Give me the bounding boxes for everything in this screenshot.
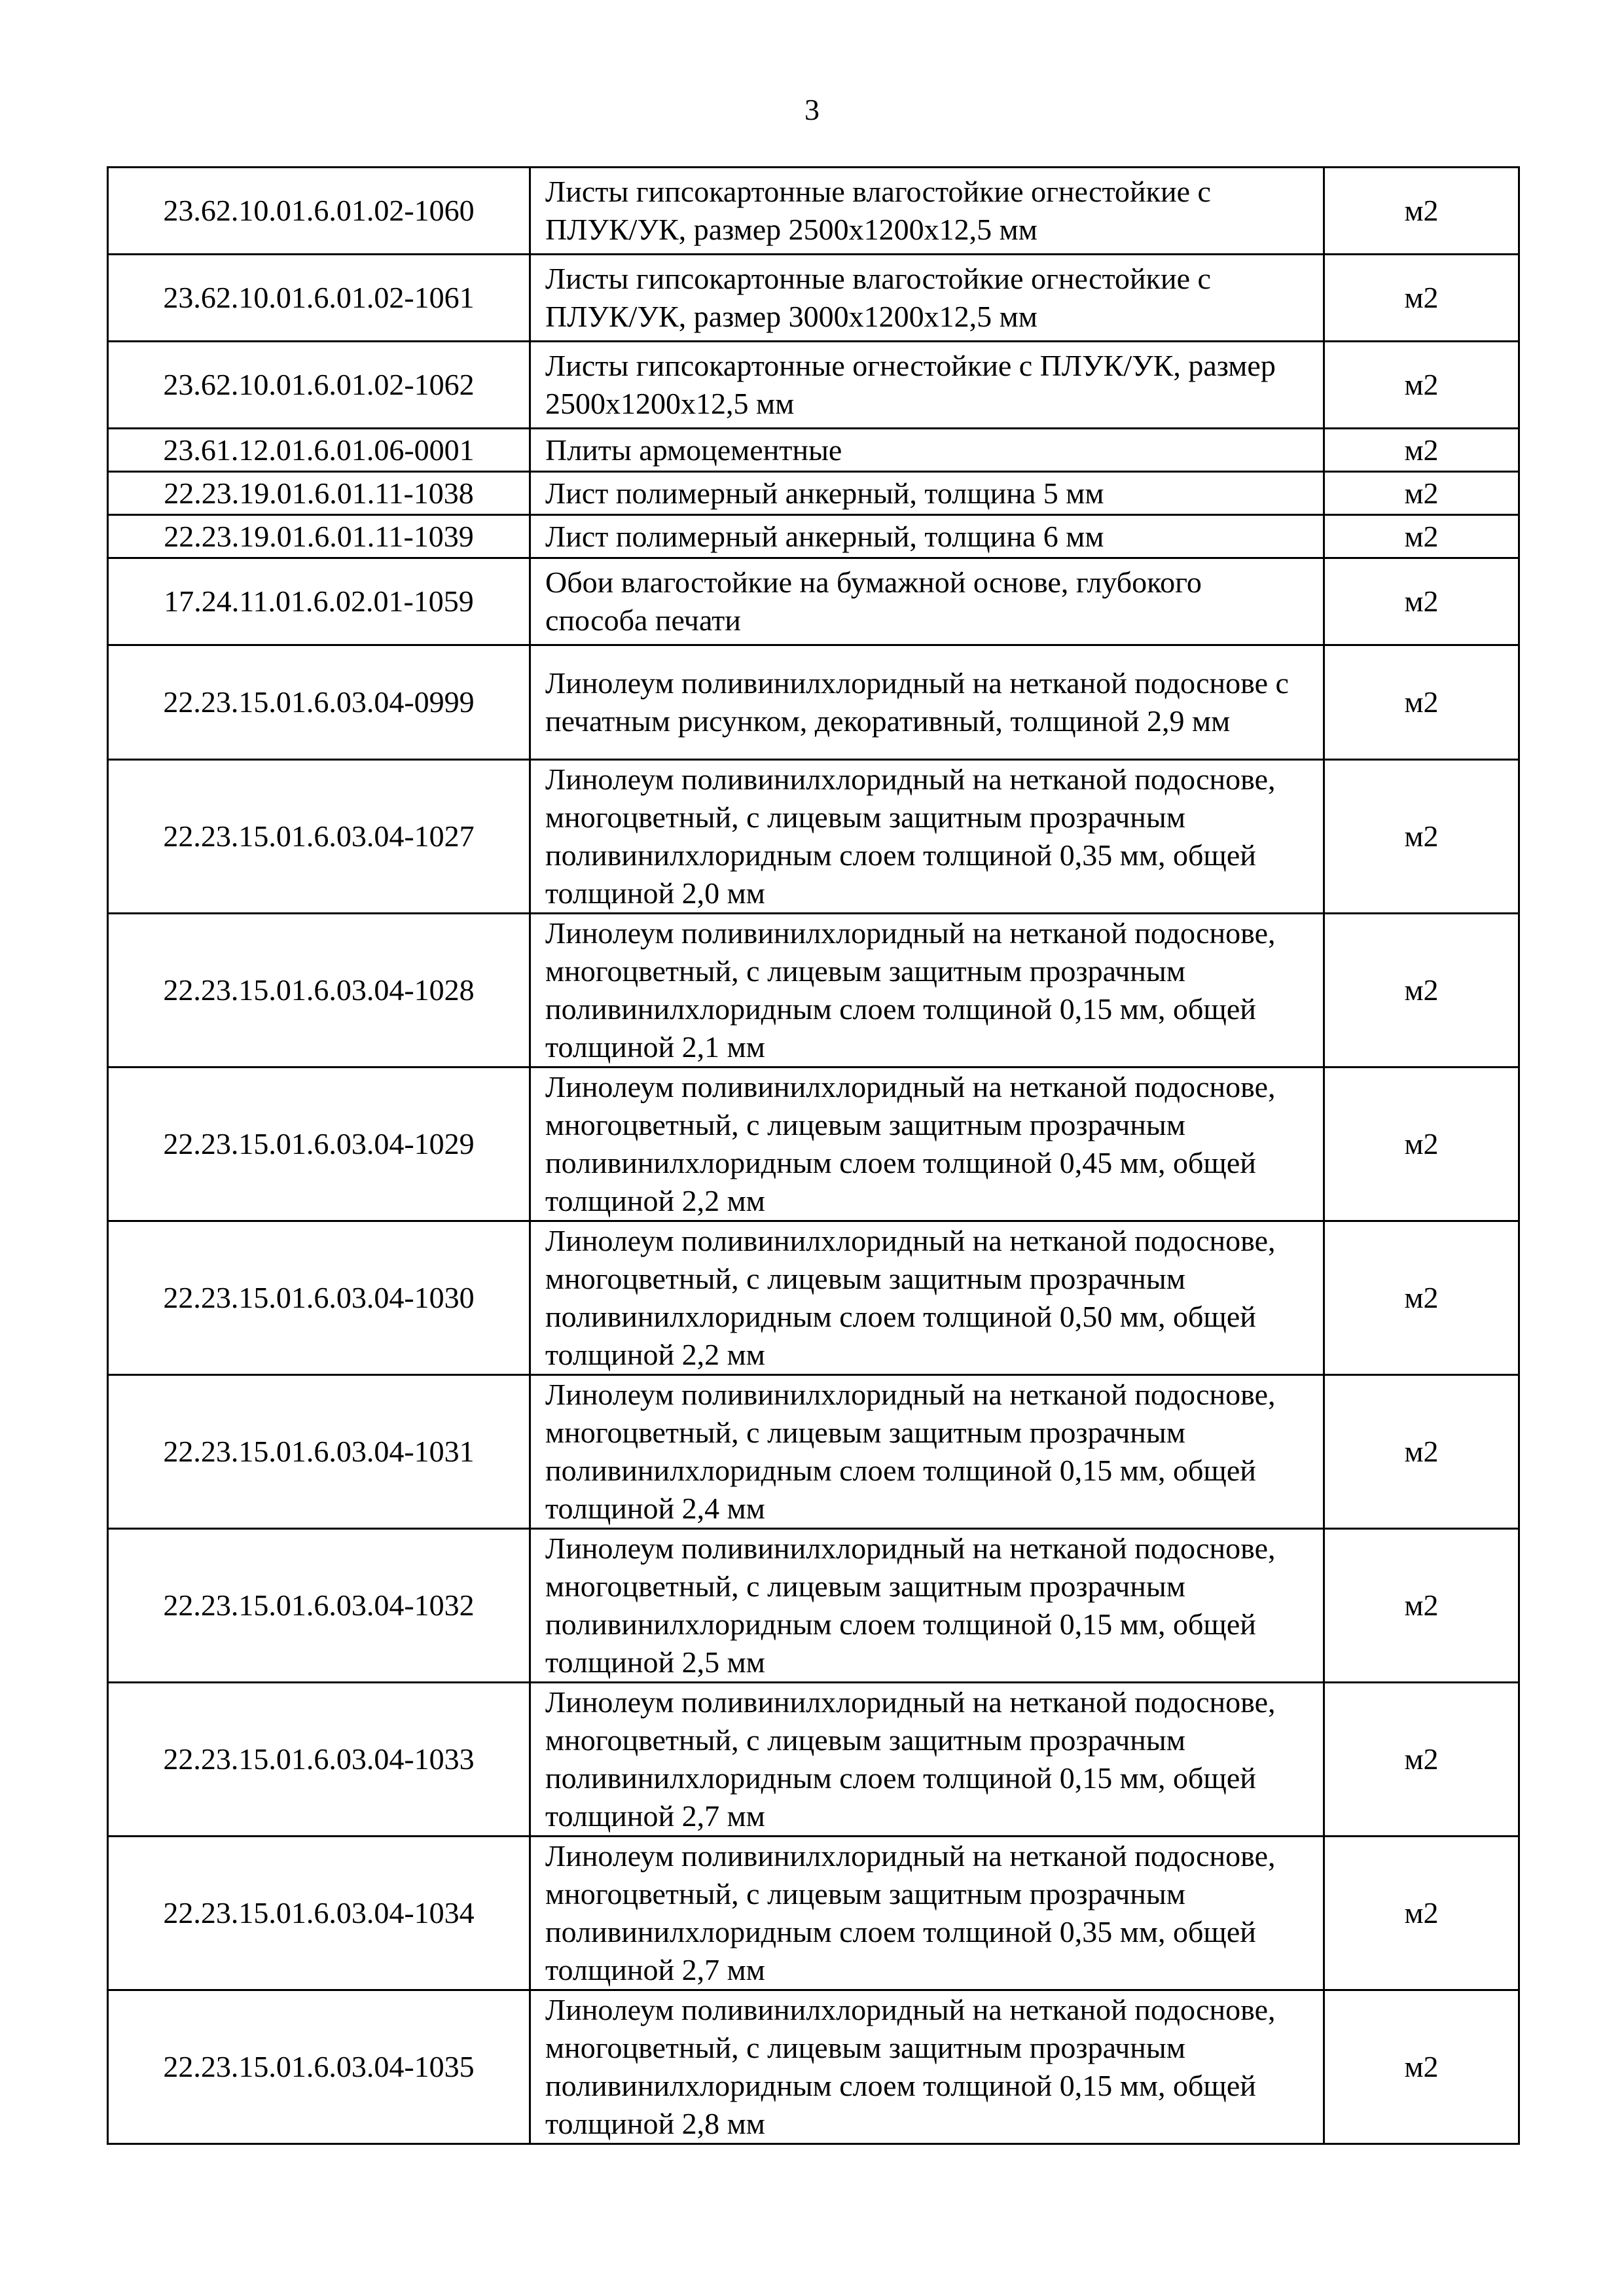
table-row [108,914,1519,1067]
table-row [108,1221,1519,1375]
table-row [108,429,1519,472]
row-name: Линолеум поливинилхлоридный на нетканой подоснове, многоцветный, с лицевым защитным прозрачным поливинилхлоридным слоем толщиной 0,45 мм, общей толщиной 2,2 мм [530,1067,1324,1221]
row-unit: м2 [1324,1990,1519,2144]
row-unit: м2 [1324,1375,1519,1529]
row-unit: м2 [1324,255,1519,342]
row-code: 22.23.19.01.6.01.11-1038 [108,472,530,515]
page-number: 3 [804,93,820,126]
row-code: 22.23.15.01.6.03.04-1029 [108,1067,530,1221]
row-name: Листы гипсокартонные влагостойкие огнестойкие с ПЛУК/УК, размер 3000х1200х12,5 мм [530,255,1324,342]
row-name: Линолеум поливинилхлоридный на нетканой подоснове с печатным рисунком, декоративный, толщиной 2,9 мм [530,645,1324,760]
table-row [108,1529,1519,1683]
row-code: 23.62.10.01.6.01.02-1060 [108,168,530,255]
materials-table [107,166,1520,2145]
table-row [108,558,1519,645]
row-code: 22.23.15.01.6.03.04-1034 [108,1837,530,1990]
row-unit: м2 [1324,1837,1519,1990]
row-code: 22.23.15.01.6.03.04-1027 [108,760,530,914]
materials-table-body [108,168,1519,2144]
table-row [108,168,1519,255]
row-name: Линолеум поливинилхлоридный на нетканой подоснове, многоцветный, с лицевым защитным прозрачным поливинилхлоридным слоем толщиной 0,15 мм, общей толщиной 2,1 мм [530,914,1324,1067]
row-name: Линолеум поливинилхлоридный на нетканой подоснове, многоцветный, с лицевым защитным прозрачным поливинилхлоридным слоем толщиной 0,35 мм, общей толщиной 2,7 мм [530,1837,1324,1990]
row-code: 23.62.10.01.6.01.02-1062 [108,342,530,429]
row-name: Листы гипсокартонные влагостойкие огнестойкие с ПЛУК/УК, размер 2500х1200х12,5 мм [530,168,1324,255]
row-code: 22.23.15.01.6.03.04-1035 [108,1990,530,2144]
row-name: Листы гипсокартонные огнестойкие с ПЛУК/УК, размер 2500х1200х12,5 мм [530,342,1324,429]
row-code: 23.61.12.01.6.01.06-0001 [108,429,530,472]
row-unit: м2 [1324,1067,1519,1221]
table-row [108,472,1519,515]
row-unit: м2 [1324,1529,1519,1683]
table-row [108,515,1519,558]
row-unit: м2 [1324,429,1519,472]
row-name: Лист полимерный анкерный, толщина 6 мм [530,515,1324,558]
row-unit: м2 [1324,515,1519,558]
row-unit: м2 [1324,1221,1519,1375]
row-code: 22.23.15.01.6.03.04-1031 [108,1375,530,1529]
row-name: Линолеум поливинилхлоридный на нетканой подоснове, многоцветный, с лицевым защитным прозрачным поливинилхлоридным слоем толщиной 0,15 мм, общей толщиной 2,7 мм [530,1683,1324,1837]
row-code: 22.23.15.01.6.03.04-1030 [108,1221,530,1375]
row-name: Линолеум поливинилхлоридный на нетканой подоснове, многоцветный, с лицевым защитным прозрачным поливинилхлоридным слоем толщиной 0,50 мм, общей толщиной 2,2 мм [530,1221,1324,1375]
row-name: Линолеум поливинилхлоридный на нетканой подоснове, многоцветный, с лицевым защитным прозрачным поливинилхлоридным слоем толщиной 0,15 мм, общей толщиной 2,5 мм [530,1529,1324,1683]
table-row [108,1067,1519,1221]
row-name: Линолеум поливинилхлоридный на нетканой подоснове, многоцветный, с лицевым защитным прозрачным поливинилхлоридным слоем толщиной 0,15 мм, общей толщиной 2,8 мм [530,1990,1324,2144]
row-unit: м2 [1324,645,1519,760]
row-code: 22.23.15.01.6.03.04-0999 [108,645,530,760]
row-unit: м2 [1324,342,1519,429]
row-unit: м2 [1324,558,1519,645]
row-code: 22.23.15.01.6.03.04-1033 [108,1683,530,1837]
row-unit: м2 [1324,914,1519,1067]
table-row [108,1375,1519,1529]
table-row [108,645,1519,760]
table-row [108,1683,1519,1837]
row-unit: м2 [1324,472,1519,515]
table-row [108,1990,1519,2144]
row-name: Плиты армоцементные [530,429,1324,472]
row-unit: м2 [1324,1683,1519,1837]
row-code: 22.23.19.01.6.01.11-1039 [108,515,530,558]
row-code: 23.62.10.01.6.01.02-1061 [108,255,530,342]
row-code: 22.23.15.01.6.03.04-1028 [108,914,530,1067]
row-code: 17.24.11.01.6.02.01-1059 [108,558,530,645]
table-row [108,255,1519,342]
row-name: Линолеум поливинилхлоридный на нетканой подоснове, многоцветный, с лицевым защитным прозрачным поливинилхлоридным слоем толщиной 0,35 мм, общей толщиной 2,0 мм [530,760,1324,914]
row-name: Лист полимерный анкерный, толщина 5 мм [530,472,1324,515]
table-row [108,342,1519,429]
table-row [108,760,1519,914]
row-name: Обои влагостойкие на бумажной основе, глубокого способа печати [530,558,1324,645]
table-row [108,1837,1519,1990]
row-code: 22.23.15.01.6.03.04-1032 [108,1529,530,1683]
row-name: Линолеум поливинилхлоридный на нетканой подоснове, многоцветный, с лицевым защитным прозрачным поливинилхлоридным слоем толщиной 0,15 мм, общей толщиной 2,4 мм [530,1375,1324,1529]
row-unit: м2 [1324,760,1519,914]
row-unit: м2 [1324,168,1519,255]
